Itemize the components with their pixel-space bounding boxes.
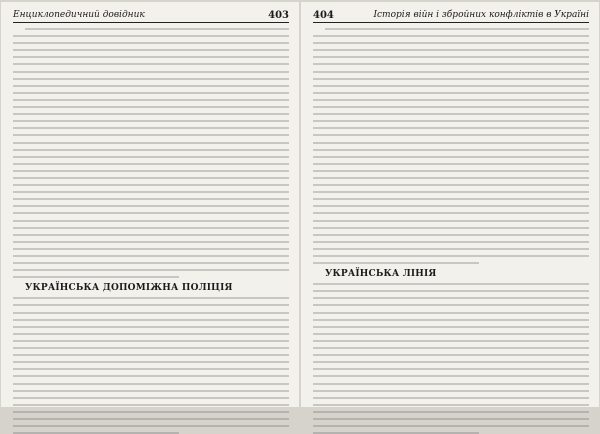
body-text-line <box>313 198 589 200</box>
body-text-line <box>13 35 289 37</box>
body-text-line <box>13 248 289 250</box>
body-text-line <box>13 354 289 356</box>
body-text-line <box>313 191 589 193</box>
body-text-line <box>313 149 589 151</box>
body-text-line <box>13 113 289 115</box>
body-text-line <box>13 184 289 186</box>
body-text-line <box>313 397 589 399</box>
body-text-line <box>13 304 289 306</box>
body-text-line <box>13 404 289 406</box>
body-text-line <box>313 92 589 94</box>
body-text-line <box>13 297 289 299</box>
body-text-line <box>13 397 289 399</box>
body-text-line <box>313 283 589 285</box>
body-text-line <box>13 42 289 44</box>
left-page-header <box>13 8 289 23</box>
body-text-line <box>13 220 289 222</box>
body-text-line <box>13 205 289 207</box>
body-text-line <box>313 312 589 314</box>
body-text-line <box>13 177 289 179</box>
body-text-line <box>13 333 289 335</box>
body-text-line <box>13 127 289 129</box>
body-text-line <box>13 347 289 349</box>
body-text-line <box>313 347 589 349</box>
body-text-line <box>313 78 589 80</box>
body-text-line <box>13 340 289 342</box>
body-text-line <box>13 255 289 257</box>
right-section-heading: УКРАЇНСЬКА ЛІНІЯ <box>325 269 437 280</box>
body-text-line <box>13 276 179 278</box>
body-text-line <box>313 326 589 328</box>
body-text-line <box>13 212 289 214</box>
body-text-line <box>313 99 589 101</box>
right-running-header: Історія війн і збройних конфліктів в Україні <box>373 10 589 20</box>
body-text-line <box>313 127 589 129</box>
body-text-line <box>313 134 589 136</box>
body-text-line <box>13 163 289 165</box>
body-text-line <box>313 71 589 73</box>
body-text-line <box>13 191 289 193</box>
body-text-line <box>313 163 589 165</box>
left-page <box>1 2 299 407</box>
body-text-line <box>313 177 589 179</box>
right-page-number: 404 <box>313 9 334 21</box>
body-text-line <box>13 361 289 363</box>
body-text-line <box>313 354 589 356</box>
left-section-heading: УКРАЇНСЬКА ДОПОМІЖНА ПОЛІЦІЯ <box>25 283 233 294</box>
body-text-line <box>313 361 589 363</box>
body-text-line <box>313 297 589 299</box>
left-running-header: Енциклопедичний довідник <box>13 10 145 20</box>
body-text-line <box>313 425 589 427</box>
left-page-number: 403 <box>268 9 289 21</box>
body-text-line <box>13 227 289 229</box>
body-text-line <box>13 149 289 151</box>
body-text-line <box>313 319 589 321</box>
body-text-line <box>313 234 589 236</box>
body-text-line <box>13 368 289 370</box>
body-text-line <box>313 35 589 37</box>
body-text-line <box>313 42 589 44</box>
body-text-line <box>313 227 589 229</box>
body-text-line <box>313 212 589 214</box>
body-text-line <box>13 78 289 80</box>
body-text-line <box>13 120 289 122</box>
body-text-line <box>313 248 589 250</box>
body-text-line <box>13 156 289 158</box>
body-text-line <box>25 28 289 30</box>
body-text-line <box>313 255 589 257</box>
body-text-line <box>313 404 589 406</box>
body-text-line <box>313 290 589 292</box>
body-text-line <box>13 418 289 420</box>
right-page-header <box>313 8 589 23</box>
body-text-line <box>13 425 289 427</box>
body-text-line <box>313 411 589 413</box>
body-text-line <box>313 390 589 392</box>
body-text-line <box>13 234 289 236</box>
body-text-line <box>13 56 289 58</box>
body-text-line <box>313 49 589 51</box>
body-text-line <box>313 304 589 306</box>
body-text-line <box>13 383 289 385</box>
body-text-line <box>313 383 589 385</box>
body-text-line <box>13 411 289 413</box>
left-body-text <box>13 28 289 434</box>
body-text-line <box>13 312 289 314</box>
body-text-line <box>313 85 589 87</box>
body-text-line <box>13 99 289 101</box>
body-text-line <box>313 340 589 342</box>
body-text-line <box>13 269 289 271</box>
body-text-line <box>313 120 589 122</box>
body-text-line <box>313 333 589 335</box>
body-text-line <box>13 170 289 172</box>
body-text-line <box>313 262 479 264</box>
body-text-line <box>313 418 589 420</box>
body-text-line <box>325 28 589 30</box>
body-text-line <box>13 71 289 73</box>
body-text-line <box>13 85 289 87</box>
body-text-line <box>313 56 589 58</box>
body-text-line <box>13 262 289 264</box>
body-text-line <box>313 156 589 158</box>
body-text-line <box>313 106 589 108</box>
body-text-line <box>313 113 589 115</box>
body-text-line <box>313 184 589 186</box>
right-page <box>301 2 599 407</box>
body-text-line <box>13 49 289 51</box>
body-text-line <box>13 63 289 65</box>
body-text-line <box>13 106 289 108</box>
body-text-line <box>13 92 289 94</box>
body-text-line <box>313 375 589 377</box>
body-text-line <box>13 326 289 328</box>
body-text-line <box>13 390 289 392</box>
body-text-line <box>313 142 589 144</box>
body-text-line <box>13 134 289 136</box>
body-text-line <box>13 198 289 200</box>
body-text-line <box>313 205 589 207</box>
body-text-line <box>313 220 589 222</box>
body-text-line <box>313 368 589 370</box>
body-text-line <box>313 170 589 172</box>
body-text-line <box>313 63 589 65</box>
right-body-text <box>313 28 589 434</box>
body-text-line <box>13 241 289 243</box>
body-text-line <box>13 375 289 377</box>
body-text-line <box>13 142 289 144</box>
body-text-line <box>13 319 289 321</box>
body-text-line <box>313 241 589 243</box>
